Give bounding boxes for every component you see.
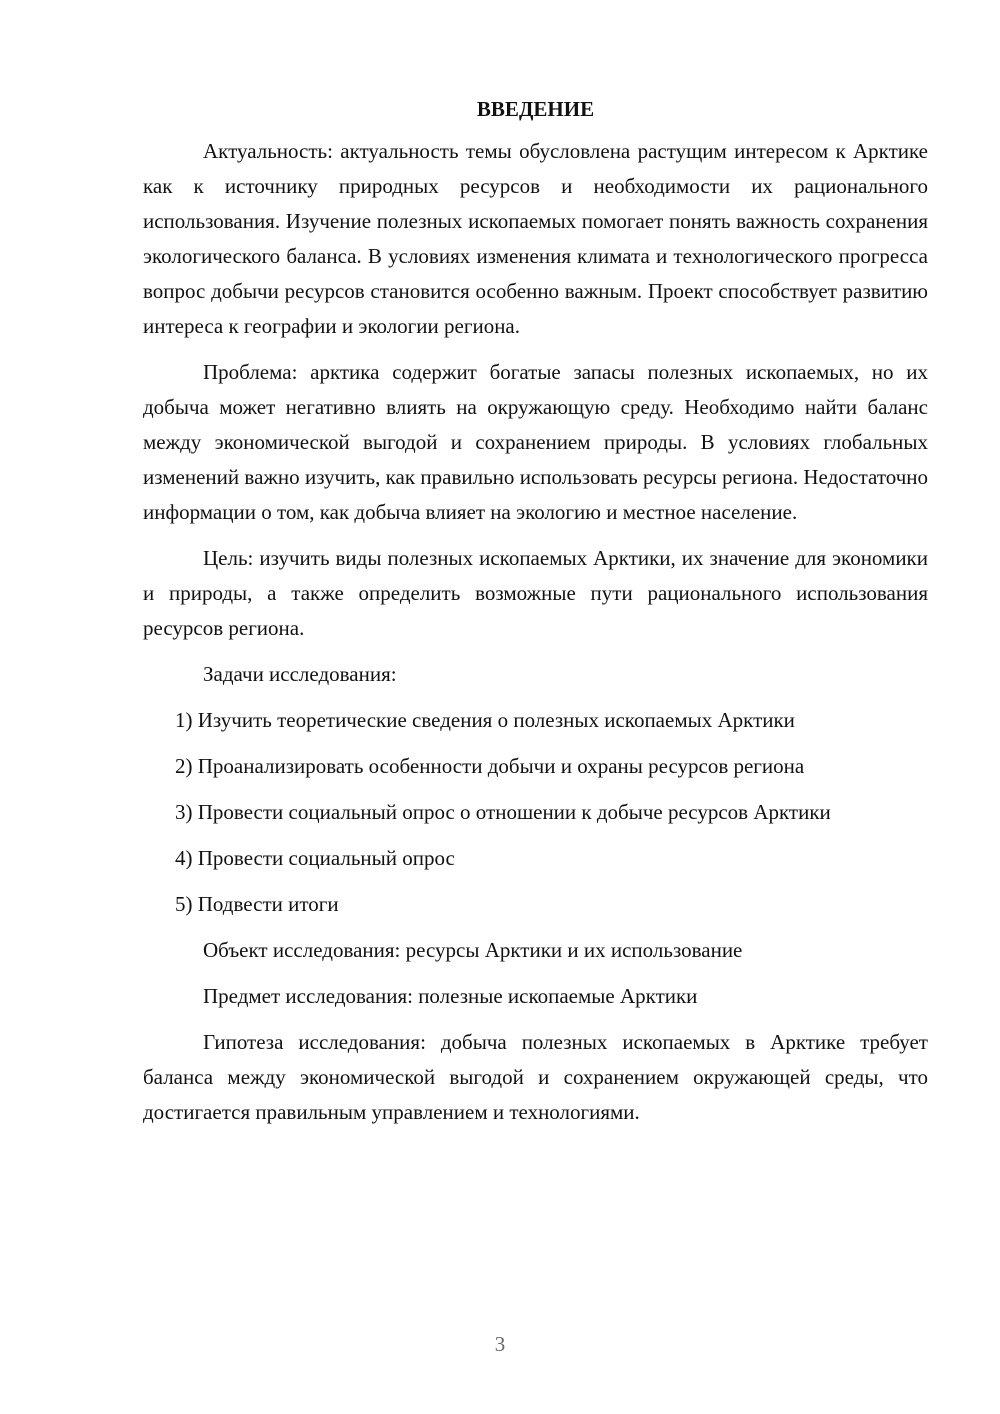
task-item-2: 2) Проанализировать особенности добычи и охраны ресурсов региона bbox=[175, 754, 805, 778]
task-item-5: 5) Подвести итоги bbox=[175, 892, 339, 916]
task-item-4: 4) Провести социальный опрос bbox=[175, 846, 455, 870]
section-title: ВВЕДЕНИЕ bbox=[476, 97, 595, 121]
tasks-heading: Задачи исследования: bbox=[203, 662, 397, 686]
paragraph-goal: Цель: изучить виды полезных ископаемых Арктики, их значение для экономики и природы, а также определить возможные пути рационального использования ресурсов региона. bbox=[143, 546, 928, 640]
document-page bbox=[143, 92, 928, 1141]
paragraph-subject: Предмет исследования: полезные ископаемые Арктики bbox=[203, 984, 698, 1008]
paragraph-relevance: Актуальность: актуальность темы обусловлена растущим интересом к Арктике как к источнику природных ресурсов и необходимости их рационального использования. Изучение полезных ископаемых помогает понять важность сохранения экологического баланса. В условиях изменения климата и технологического прогресса вопрос добычи ресурсов становится особенно важным. Проект способствует развитию интереса к географии и экологии региона. bbox=[143, 139, 928, 338]
task-item-3: 3) Провести социальный опрос о отношении к добыче ресурсов Арктики bbox=[175, 800, 831, 824]
paragraph-object: Объект исследования: ресурсы Арктики и их использование bbox=[203, 938, 743, 962]
paragraph-hypothesis: Гипотеза исследования: добыча полезных ископаемых в Арктике требует баланса между экономической выгодой и сохранением окружающей среды, что достигается правильным управлением и технологиями. bbox=[143, 1030, 928, 1124]
page-number: 3 bbox=[494, 1332, 506, 1356]
task-item-1: 1) Изучить теоретические сведения о полезных ископаемых Арктики bbox=[175, 708, 795, 732]
paragraph-problem: Проблема: арктика содержит богатые запасы полезных ископаемых, но их добыча может негативно влиять на окружающую среду. Необходимо найти баланс между экономической выгодой и сохранением природы. В условиях глобальных изменений важно изучить, как правильно использовать ресурсы региона. Недостаточно информации о том, как добыча влияет на экологию и местное население. bbox=[143, 360, 928, 524]
